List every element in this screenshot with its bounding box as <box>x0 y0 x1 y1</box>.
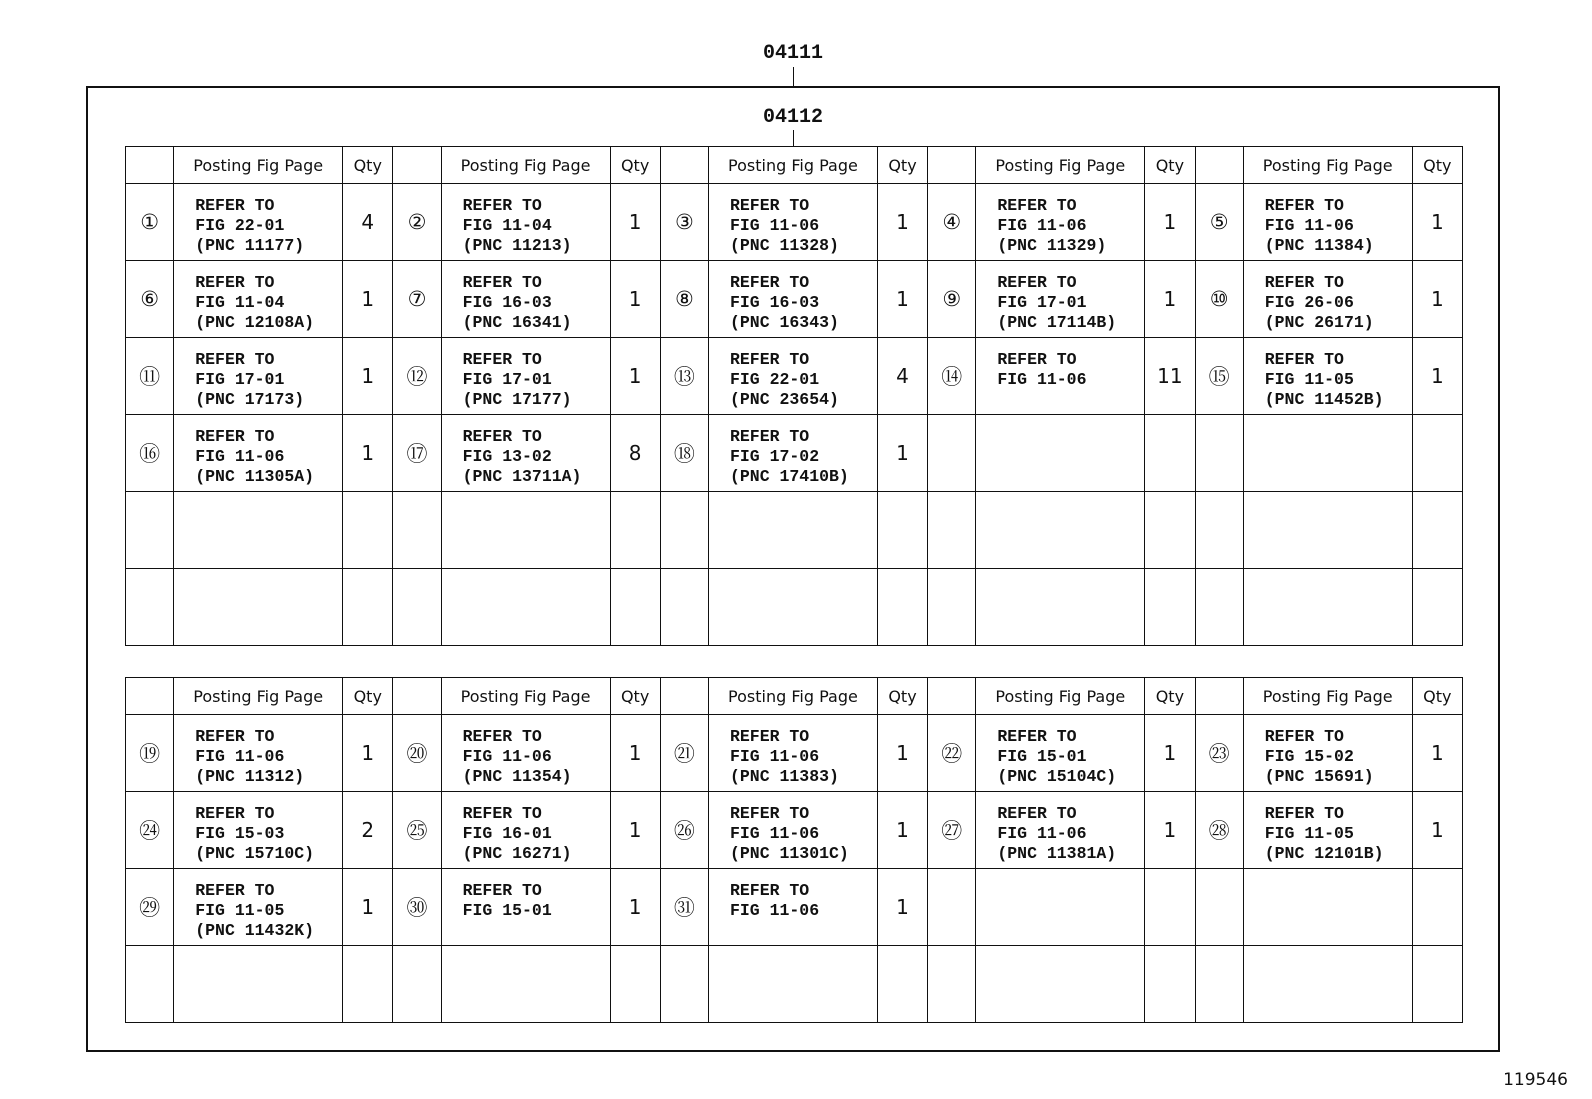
table-row <box>126 792 1463 869</box>
quantity: 1 <box>1412 715 1462 792</box>
parts-table-1 <box>125 146 1463 646</box>
reference-line: (PNC 11384) <box>1264 236 1374 255</box>
reference-cell <box>709 792 878 869</box>
reference-cell <box>174 792 343 869</box>
quantity: 1 <box>610 261 660 338</box>
quantity <box>1412 492 1462 569</box>
item-number: ⑪ <box>126 338 174 415</box>
quantity <box>343 492 393 569</box>
reference-cell <box>174 946 343 1023</box>
header-num-cell <box>126 147 174 184</box>
reference-line: REFER TO <box>462 804 542 823</box>
quantity <box>1412 946 1462 1023</box>
reference-line: FIG 11-06 <box>730 824 820 843</box>
quantity: 11 <box>1145 338 1195 415</box>
quantity: 1 <box>877 415 927 492</box>
quantity <box>610 946 660 1023</box>
reference-cell <box>976 869 1145 946</box>
table-row <box>126 569 1463 646</box>
item-number <box>660 492 708 569</box>
quantity <box>1145 569 1195 646</box>
reference-cell <box>976 338 1145 415</box>
item-number: ⑥ <box>126 261 174 338</box>
reference-line: FIG 11-05 <box>195 901 285 920</box>
quantity: 1 <box>343 338 393 415</box>
item-number <box>928 946 976 1023</box>
reference-cell <box>1243 869 1412 946</box>
reference-cell <box>174 569 343 646</box>
reference-line: (PNC 12108A) <box>195 313 315 332</box>
reference-line: REFER TO <box>195 196 275 215</box>
quantity <box>877 569 927 646</box>
header-posting: Posting Fig Page <box>174 678 343 715</box>
reference-line: (PNC 15691) <box>1264 767 1374 786</box>
quantity: 1 <box>1412 261 1462 338</box>
quantity: 8 <box>610 415 660 492</box>
reference-line: REFER TO <box>462 273 542 292</box>
reference-line: FIG 17-01 <box>195 370 285 389</box>
reference-line: REFER TO <box>462 427 542 446</box>
reference-cell <box>976 261 1145 338</box>
reference-line: (PNC 11432K) <box>195 921 315 940</box>
quantity: 1 <box>610 869 660 946</box>
item-number: ⑳ <box>393 715 441 792</box>
header-num-cell <box>1195 147 1243 184</box>
item-number: ㉒ <box>928 715 976 792</box>
reference-line: REFER TO <box>462 350 542 369</box>
reference-cell <box>174 415 343 492</box>
table-row <box>126 338 1463 415</box>
assembly-label-04112: 04112 <box>763 106 824 129</box>
quantity: 1 <box>1145 184 1195 261</box>
page-id: 119546 <box>1503 1070 1568 1090</box>
reference-line: (PNC 17410B) <box>730 467 849 486</box>
reference-line: REFER TO <box>195 881 275 900</box>
reference-cell <box>1243 261 1412 338</box>
quantity: 1 <box>877 869 927 946</box>
quantity: 1 <box>1412 184 1462 261</box>
item-number: ⑮ <box>1195 338 1243 415</box>
header-qty: Qty <box>1412 678 1462 715</box>
item-number: ② <box>393 184 441 261</box>
item-number: ⑯ <box>126 415 174 492</box>
reference-cell <box>709 415 878 492</box>
reference-line: FIG 17-01 <box>462 370 552 389</box>
quantity: 1 <box>1145 261 1195 338</box>
quantity: 2 <box>343 792 393 869</box>
reference-line: (PNC 23654) <box>730 390 839 409</box>
reference-line: REFER TO <box>730 196 810 215</box>
quantity: 1 <box>1145 792 1195 869</box>
item-number <box>660 946 708 1023</box>
leader-line-outer <box>793 67 794 86</box>
reference-cell <box>976 415 1145 492</box>
header-qty: Qty <box>343 678 393 715</box>
item-number <box>1195 946 1243 1023</box>
reference-line: (PNC 11213) <box>462 236 572 255</box>
reference-cell <box>441 261 610 338</box>
item-number <box>126 569 174 646</box>
item-number <box>928 569 976 646</box>
reference-line: (PNC 13711A) <box>462 467 582 486</box>
reference-line: REFER TO <box>1264 196 1344 215</box>
reference-line: REFER TO <box>730 727 810 746</box>
reference-line: FIG 22-01 <box>730 370 820 389</box>
quantity: 1 <box>1145 715 1195 792</box>
assembly-label-04111: 04111 <box>763 42 824 65</box>
reference-line: REFER TO <box>997 727 1077 746</box>
reference-line: REFER TO <box>1264 350 1344 369</box>
reference-cell <box>1243 946 1412 1023</box>
item-number: ⑨ <box>928 261 976 338</box>
reference-line: (PNC 11452B) <box>1264 390 1384 409</box>
reference-cell <box>1243 184 1412 261</box>
item-number: ③ <box>660 184 708 261</box>
leader-line-inner <box>793 130 794 146</box>
reference-line: FIG 11-06 <box>730 747 820 766</box>
table-row <box>126 946 1463 1023</box>
reference-line: REFER TO <box>730 881 810 900</box>
reference-cell <box>441 792 610 869</box>
item-number <box>1195 415 1243 492</box>
reference-line: (PNC 15104C) <box>997 767 1117 786</box>
reference-line: FIG 11-06 <box>730 901 820 920</box>
item-number <box>393 569 441 646</box>
reference-line: FIG 15-01 <box>997 747 1087 766</box>
reference-line: (PNC 26171) <box>1264 313 1374 332</box>
reference-line: REFER TO <box>1264 804 1344 823</box>
quantity <box>877 946 927 1023</box>
item-number <box>393 492 441 569</box>
reference-line: (PNC 15710C) <box>195 844 315 863</box>
reference-line: FIG 15-02 <box>1264 747 1354 766</box>
reference-line: REFER TO <box>195 273 275 292</box>
header-num-cell <box>928 678 976 715</box>
reference-line: (PNC 11177) <box>195 236 305 255</box>
quantity: 1 <box>877 715 927 792</box>
item-number: ⑩ <box>1195 261 1243 338</box>
header-num-cell <box>660 678 708 715</box>
quantity <box>610 492 660 569</box>
table-row <box>126 869 1463 946</box>
reference-line: FIG 11-06 <box>997 824 1087 843</box>
reference-line: FIG 11-05 <box>1264 370 1354 389</box>
reference-cell <box>709 715 878 792</box>
item-number: ㉓ <box>1195 715 1243 792</box>
reference-line: FIG 16-03 <box>462 293 552 312</box>
quantity: 1 <box>343 415 393 492</box>
item-number: ① <box>126 184 174 261</box>
item-number <box>928 869 976 946</box>
reference-line: (PNC 11301C) <box>730 844 849 863</box>
reference-line: (PNC 12101B) <box>1264 844 1384 863</box>
reference-line: (PNC 16343) <box>730 313 839 332</box>
item-number <box>1195 492 1243 569</box>
item-number: ㉑ <box>660 715 708 792</box>
header-posting: Posting Fig Page <box>1243 678 1412 715</box>
reference-cell <box>976 569 1145 646</box>
quantity: 1 <box>1412 792 1462 869</box>
quantity: 1 <box>1412 338 1462 415</box>
quantity <box>1412 869 1462 946</box>
header-posting: Posting Fig Page <box>441 678 610 715</box>
reference-line: FIG 16-03 <box>730 293 820 312</box>
item-number: ⑰ <box>393 415 441 492</box>
item-number: ㉛ <box>660 869 708 946</box>
table-row <box>126 415 1463 492</box>
reference-line: (PNC 11381A) <box>997 844 1117 863</box>
reference-line: REFER TO <box>195 350 275 369</box>
reference-line: REFER TO <box>997 196 1077 215</box>
reference-cell <box>1243 792 1412 869</box>
reference-cell <box>441 184 610 261</box>
header-qty: Qty <box>1412 147 1462 184</box>
reference-cell <box>441 715 610 792</box>
header-posting: Posting Fig Page <box>976 147 1145 184</box>
header-qty: Qty <box>1145 678 1195 715</box>
reference-cell <box>174 869 343 946</box>
item-number <box>126 946 174 1023</box>
reference-line: FIG 11-06 <box>195 747 285 766</box>
quantity <box>877 492 927 569</box>
reference-line: (PNC 11312) <box>195 767 305 786</box>
header-posting: Posting Fig Page <box>441 147 610 184</box>
reference-line: FIG 17-02 <box>730 447 820 466</box>
header-posting: Posting Fig Page <box>1243 147 1412 184</box>
reference-line: REFER TO <box>997 804 1077 823</box>
item-number: ㉚ <box>393 869 441 946</box>
reference-cell <box>174 261 343 338</box>
reference-line: FIG 15-03 <box>195 824 285 843</box>
reference-cell <box>709 338 878 415</box>
table-row <box>126 492 1463 569</box>
item-number: ⑲ <box>126 715 174 792</box>
item-number: ⑧ <box>660 261 708 338</box>
reference-cell <box>441 492 610 569</box>
table-row <box>126 184 1463 261</box>
reference-line: (PNC 11305A) <box>195 467 315 486</box>
reference-cell <box>174 715 343 792</box>
reference-cell <box>1243 569 1412 646</box>
table-row <box>126 715 1463 792</box>
quantity <box>343 946 393 1023</box>
reference-cell <box>976 715 1145 792</box>
header-num-cell <box>928 147 976 184</box>
reference-line: (PNC 17173) <box>195 390 305 409</box>
item-number: ⑫ <box>393 338 441 415</box>
quantity: 1 <box>610 792 660 869</box>
reference-line: REFER TO <box>1264 727 1344 746</box>
reference-line: REFER TO <box>730 427 810 446</box>
header-posting: Posting Fig Page <box>976 678 1145 715</box>
header-posting: Posting Fig Page <box>174 147 343 184</box>
header-qty: Qty <box>610 678 660 715</box>
item-number: ⑤ <box>1195 184 1243 261</box>
quantity <box>1145 946 1195 1023</box>
item-number: ㉔ <box>126 792 174 869</box>
reference-cell <box>709 261 878 338</box>
item-number: ㉙ <box>126 869 174 946</box>
reference-line: FIG 17-01 <box>997 293 1087 312</box>
reference-cell <box>976 492 1145 569</box>
quantity: 1 <box>343 715 393 792</box>
reference-line: FIG 11-04 <box>195 293 285 312</box>
quantity: 4 <box>343 184 393 261</box>
header-row <box>126 147 1463 184</box>
item-number <box>1195 869 1243 946</box>
reference-line: REFER TO <box>195 727 275 746</box>
item-number: ㉖ <box>660 792 708 869</box>
reference-cell <box>976 792 1145 869</box>
reference-line: (PNC 11328) <box>730 236 839 255</box>
reference-line: FIG 22-01 <box>195 216 285 235</box>
reference-line: REFER TO <box>462 727 542 746</box>
table-row <box>126 261 1463 338</box>
quantity <box>1412 569 1462 646</box>
reference-line: FIG 11-06 <box>1264 216 1354 235</box>
header-row <box>126 678 1463 715</box>
reference-cell <box>1243 338 1412 415</box>
reference-line: REFER TO <box>462 881 542 900</box>
item-number <box>660 569 708 646</box>
item-number: ⑦ <box>393 261 441 338</box>
reference-line: FIG 11-06 <box>997 370 1087 389</box>
header-qty: Qty <box>877 678 927 715</box>
quantity <box>1145 869 1195 946</box>
item-number: ⑬ <box>660 338 708 415</box>
reference-line: FIG 16-01 <box>462 824 552 843</box>
reference-cell <box>441 338 610 415</box>
reference-line: (PNC 17177) <box>462 390 572 409</box>
reference-cell <box>976 946 1145 1023</box>
reference-line: FIG 11-04 <box>462 216 552 235</box>
quantity: 1 <box>877 261 927 338</box>
reference-line: (PNC 17114B) <box>997 313 1117 332</box>
quantity: 1 <box>877 184 927 261</box>
quantity: 1 <box>610 715 660 792</box>
header-qty: Qty <box>1145 147 1195 184</box>
reference-line: FIG 11-06 <box>730 216 820 235</box>
reference-cell <box>441 869 610 946</box>
reference-cell <box>1243 715 1412 792</box>
reference-line: FIG 15-01 <box>462 901 552 920</box>
reference-cell <box>976 184 1145 261</box>
item-number: ㉗ <box>928 792 976 869</box>
reference-line: FIG 11-06 <box>997 216 1087 235</box>
header-posting: Posting Fig Page <box>709 147 878 184</box>
reference-cell <box>709 184 878 261</box>
quantity <box>1145 492 1195 569</box>
header-qty: Qty <box>877 147 927 184</box>
item-number <box>1195 569 1243 646</box>
quantity <box>343 569 393 646</box>
quantity: 1 <box>610 338 660 415</box>
parts-table-2 <box>125 677 1463 1023</box>
quantity <box>1145 415 1195 492</box>
reference-line: (PNC 16271) <box>462 844 572 863</box>
reference-cell <box>441 569 610 646</box>
item-number: ㉘ <box>1195 792 1243 869</box>
reference-line: REFER TO <box>195 427 275 446</box>
quantity: 1 <box>343 869 393 946</box>
item-number: ㉕ <box>393 792 441 869</box>
reference-line: (PNC 11329) <box>997 236 1107 255</box>
header-num-cell <box>1195 678 1243 715</box>
header-num-cell <box>393 147 441 184</box>
item-number <box>393 946 441 1023</box>
item-number <box>928 492 976 569</box>
header-qty: Qty <box>343 147 393 184</box>
quantity: 1 <box>610 184 660 261</box>
reference-line: FIG 11-06 <box>462 747 552 766</box>
reference-line: REFER TO <box>730 350 810 369</box>
quantity: 1 <box>877 792 927 869</box>
quantity <box>610 569 660 646</box>
reference-cell <box>174 338 343 415</box>
reference-cell <box>174 184 343 261</box>
reference-cell <box>441 946 610 1023</box>
quantity <box>1412 415 1462 492</box>
header-num-cell <box>393 678 441 715</box>
reference-line: FIG 13-02 <box>462 447 552 466</box>
reference-line: REFER TO <box>462 196 542 215</box>
header-qty: Qty <box>610 147 660 184</box>
reference-line: FIG 26-06 <box>1264 293 1354 312</box>
header-num-cell <box>126 678 174 715</box>
reference-line: (PNC 16341) <box>462 313 572 332</box>
reference-line: REFER TO <box>997 350 1077 369</box>
reference-line: REFER TO <box>997 273 1077 292</box>
reference-cell <box>709 869 878 946</box>
reference-line: FIG 11-05 <box>1264 824 1354 843</box>
item-number <box>928 415 976 492</box>
reference-cell <box>174 492 343 569</box>
reference-cell <box>1243 415 1412 492</box>
reference-cell <box>1243 492 1412 569</box>
item-number: ⑭ <box>928 338 976 415</box>
reference-line: REFER TO <box>1264 273 1344 292</box>
reference-cell <box>709 492 878 569</box>
item-number: ④ <box>928 184 976 261</box>
reference-cell <box>709 569 878 646</box>
quantity: 4 <box>877 338 927 415</box>
reference-cell <box>709 946 878 1023</box>
item-number <box>126 492 174 569</box>
reference-line: FIG 11-06 <box>195 447 285 466</box>
item-number: ⑱ <box>660 415 708 492</box>
reference-line: REFER TO <box>195 804 275 823</box>
reference-cell <box>441 415 610 492</box>
reference-line: REFER TO <box>730 804 810 823</box>
reference-line: (PNC 11383) <box>730 767 839 786</box>
reference-line: REFER TO <box>730 273 810 292</box>
header-num-cell <box>660 147 708 184</box>
header-posting: Posting Fig Page <box>709 678 878 715</box>
reference-line: (PNC 11354) <box>462 767 572 786</box>
quantity: 1 <box>343 261 393 338</box>
